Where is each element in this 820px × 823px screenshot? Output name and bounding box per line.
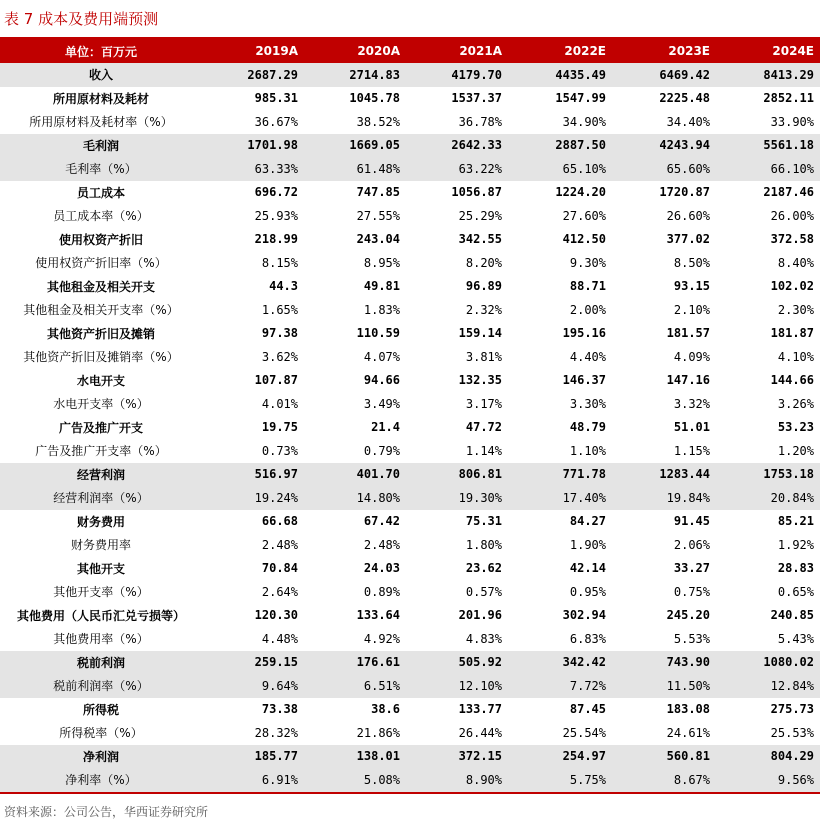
table-row: [0, 510, 820, 534]
cell-value: 1.83%: [363, 302, 400, 317]
cell-value: 2187.46: [763, 185, 814, 200]
cell-value: 2.32%: [465, 302, 502, 317]
cell-value: 806.81: [406, 463, 508, 487]
cell-value: 11.50%: [612, 674, 716, 698]
cell-value: 25.93%: [254, 208, 298, 223]
cell-value: 2.00%: [569, 302, 606, 317]
cell-value: 21.86%: [356, 725, 400, 740]
cell-value: 65.10%: [508, 157, 612, 181]
cell-value: 3.62%: [261, 349, 298, 364]
cell-value: 19.75: [261, 420, 298, 435]
cell-value: 24.61%: [666, 725, 710, 740]
cell-value: 2.64%: [261, 584, 298, 599]
cell-value: 1.20%: [777, 443, 814, 458]
row-label: 其他资产折旧及摊销率（%）: [23, 350, 179, 365]
row-label: 毛利润: [0, 134, 202, 158]
cell-value: 342.42: [508, 651, 612, 675]
cell-value: 48.79: [569, 420, 606, 435]
row-label: 经营利润: [0, 463, 202, 487]
cell-value: 2.48%: [261, 537, 298, 552]
cell-value: 1283.44: [612, 463, 716, 487]
cell-value: 38.6: [371, 702, 400, 717]
row-label: 财务费用率: [70, 538, 131, 553]
cell-value: 61.48%: [304, 157, 406, 181]
cell-value: 5561.18: [716, 134, 820, 158]
cell-value: 4243.94: [612, 134, 716, 158]
table-row: [0, 63, 820, 87]
table-row: [0, 604, 820, 628]
cell-value: 34.40%: [666, 114, 710, 129]
row-label: 水电开支率（%）: [53, 397, 149, 412]
cell-value: 372.15: [406, 745, 508, 769]
cell-value: 1537.37: [451, 91, 502, 106]
cell-value: 804.29: [716, 745, 820, 769]
row-label: 收入: [0, 63, 202, 87]
table-row: [0, 298, 820, 322]
table-row: [0, 369, 820, 393]
cell-value: 53.23: [777, 420, 814, 435]
row-label: 毛利率（%）: [0, 157, 202, 181]
cell-value: 65.60%: [612, 157, 716, 181]
cell-value: 5.53%: [673, 631, 710, 646]
cell-value: 1.90%: [569, 537, 606, 552]
row-label: 其他费用率（%）: [53, 632, 149, 647]
cell-value: 1669.05: [304, 134, 406, 158]
cell-value: 3.17%: [465, 396, 502, 411]
cell-value: 2687.29: [202, 63, 304, 87]
row-label: 净利率（%）: [0, 768, 202, 793]
cell-value: 5.43%: [777, 631, 814, 646]
row-label: 其他租金及相关开支: [46, 279, 155, 294]
cell-value: 2.48%: [363, 537, 400, 552]
table-row: [0, 721, 820, 745]
cell-value: 342.55: [458, 232, 502, 247]
cell-value: 254.97: [508, 745, 612, 769]
year-header: 2019A: [202, 39, 304, 63]
cell-value: 6.91%: [202, 768, 304, 793]
cell-value: 9.56%: [716, 768, 820, 793]
row-label: 其他资产折旧及摊销: [46, 326, 155, 341]
cell-value: 26.60%: [666, 208, 710, 223]
cell-value: 110.59: [356, 326, 400, 341]
row-label: 使用权资产折旧: [58, 232, 143, 247]
cell-value: 87.45: [569, 702, 606, 717]
cell-value: 3.81%: [465, 349, 502, 364]
cell-value: 144.66: [770, 373, 814, 388]
cell-value: 85.21: [777, 514, 814, 529]
cell-value: 26.44%: [458, 725, 502, 740]
cell-value: 132.35: [458, 373, 502, 388]
cell-value: 4.92%: [363, 631, 400, 646]
cell-value: 36.78%: [458, 114, 502, 129]
table-row: [0, 533, 820, 557]
cell-value: 0.95%: [569, 584, 606, 599]
cell-value: 6469.42: [612, 63, 716, 87]
cell-value: 88.71: [569, 279, 606, 294]
cell-value: 91.45: [673, 514, 710, 529]
cell-value: 19.30%: [406, 486, 508, 510]
cell-value: 33.27: [673, 561, 710, 576]
cell-value: 42.14: [569, 561, 606, 576]
row-label: 所得税率（%）: [59, 726, 143, 741]
cell-value: 27.55%: [356, 208, 400, 223]
cell-value: 21.4: [371, 420, 400, 435]
table-row: [0, 110, 820, 134]
cell-value: 14.80%: [304, 486, 406, 510]
cell-value: 302.94: [562, 608, 606, 623]
table-row: [0, 416, 820, 440]
cell-value: 1.65%: [261, 302, 298, 317]
table-row: [0, 674, 820, 698]
cell-value: 0.89%: [363, 584, 400, 599]
row-label: 广告及推广开支: [58, 420, 143, 435]
table-row: [0, 557, 820, 581]
table-row: [0, 463, 820, 487]
cell-value: 240.85: [770, 608, 814, 623]
year-header: 2020A: [304, 39, 406, 63]
cell-value: 372.58: [770, 232, 814, 247]
cell-value: 5.08%: [304, 768, 406, 793]
cell-value: 96.89: [465, 279, 502, 294]
cell-value: 245.20: [666, 608, 710, 623]
forecast-table: [0, 39, 820, 794]
row-label: 税前利润率（%）: [0, 674, 202, 698]
cell-value: 51.01: [673, 420, 710, 435]
cell-value: 73.38: [261, 702, 298, 717]
cell-value: 7.72%: [508, 674, 612, 698]
cell-value: 8.40%: [777, 255, 814, 270]
cell-value: 1.14%: [465, 443, 502, 458]
cell-value: 9.30%: [569, 255, 606, 270]
cell-value: 0.79%: [363, 443, 400, 458]
cell-value: 201.96: [458, 608, 502, 623]
cell-value: 4179.70: [406, 63, 508, 87]
table-row: [0, 275, 820, 299]
row-label: 财务费用: [76, 514, 125, 529]
cell-value: 275.73: [770, 702, 814, 717]
cell-value: 2225.48: [659, 91, 710, 106]
table-row: [0, 580, 820, 604]
cell-value: 4.48%: [261, 631, 298, 646]
cell-value: 133.64: [356, 608, 400, 623]
cell-value: 102.02: [770, 279, 814, 294]
table-row: [0, 651, 820, 675]
cell-value: 2852.11: [763, 91, 814, 106]
cell-value: 3.32%: [673, 396, 710, 411]
cell-value: 63.33%: [202, 157, 304, 181]
cell-value: 0.65%: [777, 584, 814, 599]
row-label: 员工成本: [76, 185, 125, 200]
row-label: 其他开支: [76, 561, 125, 576]
cell-value: 8.20%: [465, 255, 502, 270]
cell-value: 218.99: [254, 232, 298, 247]
table-row: [0, 439, 820, 463]
cell-value: 17.40%: [508, 486, 612, 510]
row-label: 其他租金及相关开支率（%）: [23, 303, 179, 318]
cell-value: 259.15: [202, 651, 304, 675]
cell-value: 8.95%: [363, 255, 400, 270]
cell-value: 23.62: [465, 561, 502, 576]
cell-value: 4.01%: [261, 396, 298, 411]
cell-value: 25.29%: [458, 208, 502, 223]
year-header: 2021A: [406, 39, 508, 63]
table-row: [0, 134, 820, 158]
cell-value: 176.61: [304, 651, 406, 675]
cell-value: 6.83%: [569, 631, 606, 646]
cell-value: 747.85: [356, 185, 400, 200]
cell-value: 133.77: [458, 702, 502, 717]
cell-value: 146.37: [562, 373, 606, 388]
cell-value: 1056.87: [451, 185, 502, 200]
cell-value: 1701.98: [202, 134, 304, 158]
cell-value: 0.57%: [465, 584, 502, 599]
cell-value: 3.49%: [363, 396, 400, 411]
cell-value: 44.3: [269, 279, 298, 294]
cell-value: 4.10%: [777, 349, 814, 364]
cell-value: 1.92%: [777, 537, 814, 552]
row-label: 净利润: [0, 745, 202, 769]
cell-value: 36.67%: [254, 114, 298, 129]
cell-value: 4435.49: [508, 63, 612, 87]
cell-value: 3.30%: [569, 396, 606, 411]
cell-value: 138.01: [304, 745, 406, 769]
cell-value: 985.31: [254, 91, 298, 106]
table-row: [0, 157, 820, 181]
cell-value: 516.97: [202, 463, 304, 487]
cell-value: 12.84%: [716, 674, 820, 698]
cell-value: 94.66: [363, 373, 400, 388]
cell-value: 4.09%: [673, 349, 710, 364]
cell-value: 8413.29: [716, 63, 820, 87]
cell-value: 4.40%: [569, 349, 606, 364]
cell-value: 2.30%: [777, 302, 814, 317]
table-row: [0, 251, 820, 275]
cell-value: 0.73%: [261, 443, 298, 458]
row-label: 所用原材料及耗材: [52, 91, 149, 106]
table-row: [0, 228, 820, 252]
cell-value: 1.80%: [465, 537, 502, 552]
row-label: 水电开支: [76, 373, 125, 388]
cell-value: 147.16: [666, 373, 710, 388]
cell-value: 560.81: [612, 745, 716, 769]
cell-value: 2.10%: [673, 302, 710, 317]
cell-value: 8.67%: [612, 768, 716, 793]
year-header: 2024E: [716, 39, 820, 63]
cell-value: 63.22%: [406, 157, 508, 181]
cell-value: 25.53%: [770, 725, 814, 740]
cell-value: 49.81: [363, 279, 400, 294]
cell-value: 27.60%: [562, 208, 606, 223]
cell-value: 2714.83: [304, 63, 406, 87]
row-label: 员工成本率（%）: [53, 209, 149, 224]
cell-value: 412.50: [562, 232, 606, 247]
table-row: [0, 87, 820, 111]
cell-value: 2.06%: [673, 537, 710, 552]
cell-value: 6.51%: [304, 674, 406, 698]
cell-value: 34.90%: [562, 114, 606, 129]
table-row: [0, 768, 820, 793]
table-row: [0, 181, 820, 205]
cell-value: 2642.33: [406, 134, 508, 158]
cell-value: 2887.50: [508, 134, 612, 158]
cell-value: 696.72: [254, 185, 298, 200]
cell-value: 377.02: [666, 232, 710, 247]
row-label: 经营利润率（%）: [0, 486, 202, 510]
cell-value: 97.38: [261, 326, 298, 341]
cell-value: 743.90: [612, 651, 716, 675]
table-row: [0, 204, 820, 228]
row-label: 广告及推广开支率（%）: [35, 444, 167, 459]
cell-value: 33.90%: [770, 114, 814, 129]
year-header: 2023E: [612, 39, 716, 63]
cell-value: 107.87: [254, 373, 298, 388]
table-title: 表 7 成本及费用端预测: [4, 10, 159, 28]
row-label: 所用原材料及耗材率（%）: [29, 115, 173, 130]
year-header: 2022E: [508, 39, 612, 63]
cell-value: 243.04: [356, 232, 400, 247]
cell-value: 1045.78: [349, 91, 400, 106]
cell-value: 38.52%: [356, 114, 400, 129]
header-row: [0, 39, 820, 63]
source-note: 资料来源：公司公告，华西证券研究所: [4, 805, 209, 819]
cell-value: 4.83%: [465, 631, 502, 646]
row-label: 其他开支率（%）: [53, 585, 149, 600]
cell-value: 771.78: [508, 463, 612, 487]
cell-value: 183.08: [666, 702, 710, 717]
cell-value: 24.03: [363, 561, 400, 576]
cell-value: 5.75%: [508, 768, 612, 793]
cell-value: 401.70: [304, 463, 406, 487]
cell-value: 66.68: [261, 514, 298, 529]
cell-value: 159.14: [458, 326, 502, 341]
cell-value: 1080.02: [716, 651, 820, 675]
row-label: 其他费用（人民币汇兑亏损等）: [16, 608, 185, 623]
table-row: [0, 486, 820, 510]
cell-value: 8.15%: [261, 255, 298, 270]
cell-value: 1547.99: [555, 91, 606, 106]
cell-value: 25.54%: [562, 725, 606, 740]
cell-value: 26.00%: [770, 208, 814, 223]
cell-value: 4.07%: [363, 349, 400, 364]
cell-value: 1.15%: [673, 443, 710, 458]
cell-value: 12.10%: [406, 674, 508, 698]
table-row: [0, 698, 820, 722]
cell-value: 505.92: [406, 651, 508, 675]
cell-value: 93.15: [673, 279, 710, 294]
cell-value: 20.84%: [716, 486, 820, 510]
cell-value: 19.24%: [202, 486, 304, 510]
cell-value: 8.90%: [406, 768, 508, 793]
unit-header: 单位：百万元: [0, 39, 202, 63]
cell-value: 181.57: [666, 326, 710, 341]
cell-value: 66.10%: [716, 157, 820, 181]
row-label: 税前利润: [0, 651, 202, 675]
cell-value: 181.87: [770, 326, 814, 341]
table-row: [0, 345, 820, 369]
cell-value: 120.30: [254, 608, 298, 623]
cell-value: 8.50%: [673, 255, 710, 270]
cell-value: 70.84: [261, 561, 298, 576]
cell-value: 28.32%: [254, 725, 298, 740]
cell-value: 3.26%: [777, 396, 814, 411]
row-label: 所得税: [82, 702, 119, 717]
table-row: [0, 322, 820, 346]
cell-value: 1.10%: [569, 443, 606, 458]
cell-value: 1720.87: [659, 185, 710, 200]
cell-value: 19.84%: [612, 486, 716, 510]
cell-value: 47.72: [465, 420, 502, 435]
cell-value: 1224.20: [555, 185, 606, 200]
cell-value: 67.42: [363, 514, 400, 529]
row-label: 使用权资产折旧率（%）: [35, 256, 167, 271]
table-row: [0, 392, 820, 416]
cell-value: 1753.18: [716, 463, 820, 487]
table-row: [0, 745, 820, 769]
cell-value: 75.31: [465, 514, 502, 529]
cell-value: 84.27: [569, 514, 606, 529]
cell-value: 9.64%: [202, 674, 304, 698]
cell-value: 28.83: [777, 561, 814, 576]
table-body: [0, 63, 820, 793]
cell-value: 185.77: [202, 745, 304, 769]
cell-value: 0.75%: [673, 584, 710, 599]
cell-value: 195.16: [562, 326, 606, 341]
table-row: [0, 627, 820, 651]
